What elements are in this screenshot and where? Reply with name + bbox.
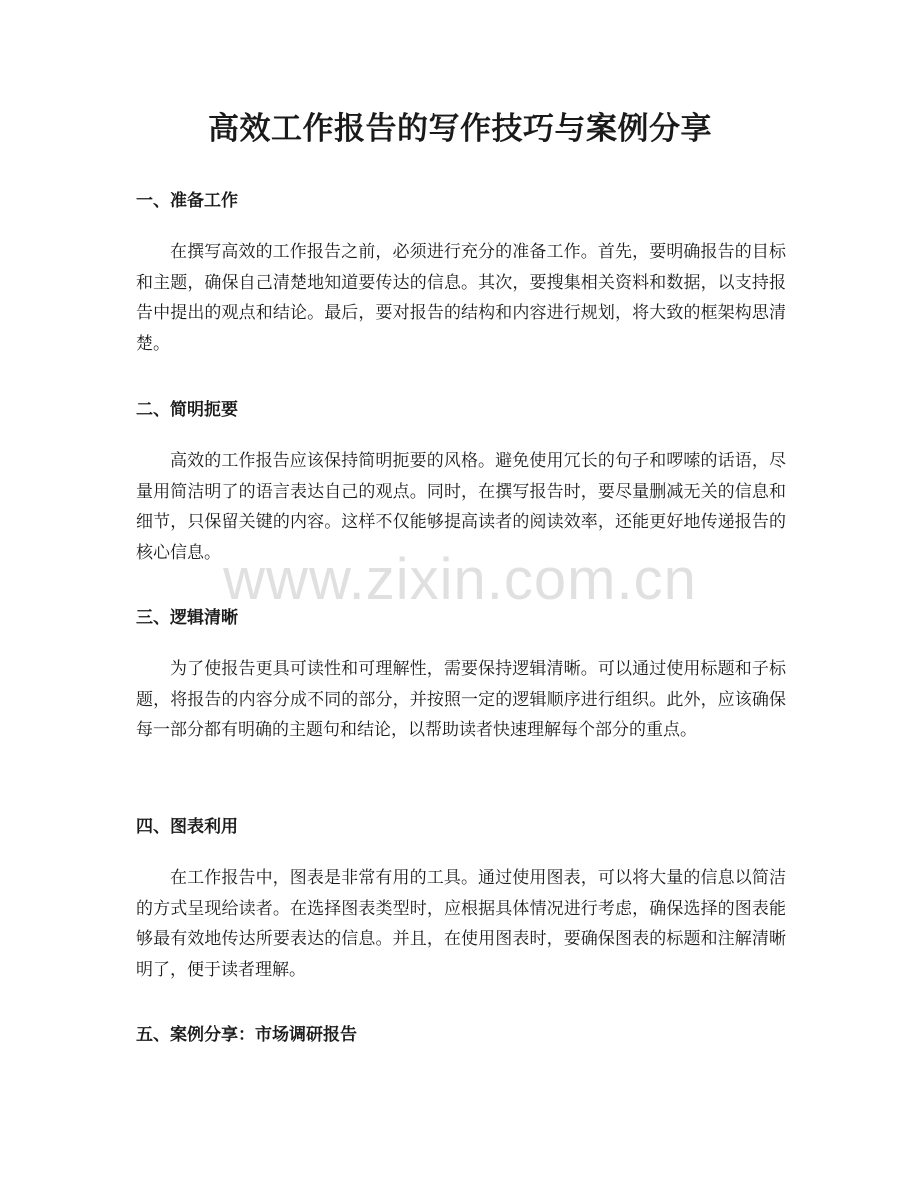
section-body-logic: 为了使报告更具可读性和可理解性，需要保持逻辑清晰。可以通过使用标题和子标题，将报告的内容分成不同的部分，并按照一定的逻辑顺序进行组织。此外，应该确保每一部分都有明确的主题句和结论，以帮助读者快速理解每个部分的重点。 xyxy=(136,659,786,740)
section-heading-logic: 三、逻辑清晰 xyxy=(136,608,238,628)
section-body-charts: 在工作报告中，图表是非常有用的工具。通过使用图表，可以将大量的信息以简洁的方式呈现给读者。在选择图表类型时，应根据具体情况进行考虑，确保选择的图表能够最有效地传达所要表达的信息。并且，在使用图表时，要确保图表的标题和注解清晰明了，便于读者理解。 xyxy=(136,868,786,980)
section-heading-concise: 二、简明扼要 xyxy=(136,400,238,420)
section-heading-preparation: 一、准备工作 xyxy=(136,191,238,211)
section-body-concise: 高效的工作报告应该保持简明扼要的风格。避免使用冗长的句子和啰嗦的话语，尽量用简洁明了的语言表达自己的观点。同时，在撰写报告时，要尽量删减无关的信息和细节，只保留关键的内容。这样不仅能够提高读者的阅读效率，还能更好地传递报告的核心信息。 xyxy=(136,451,786,563)
watermark: www.zixin.com.cn xyxy=(223,547,697,612)
section-body-preparation: 在撰写高效的工作报告之前，必须进行充分的准备工作。首先，要明确报告的目标和主题，确保自己清楚地知道要传达的信息。其次，要搜集相关资料和数据，以支持报告中提出的观点和结论。最后，要对报告的结构和内容进行规划，将大致的框架构思清楚。 xyxy=(136,242,786,354)
document-title: 高效工作报告的写作技巧与案例分享 xyxy=(208,111,712,147)
section-heading-case-study: 五、案例分享：市场调研报告 xyxy=(136,1025,357,1045)
section-heading-charts: 四、图表利用 xyxy=(136,817,238,837)
